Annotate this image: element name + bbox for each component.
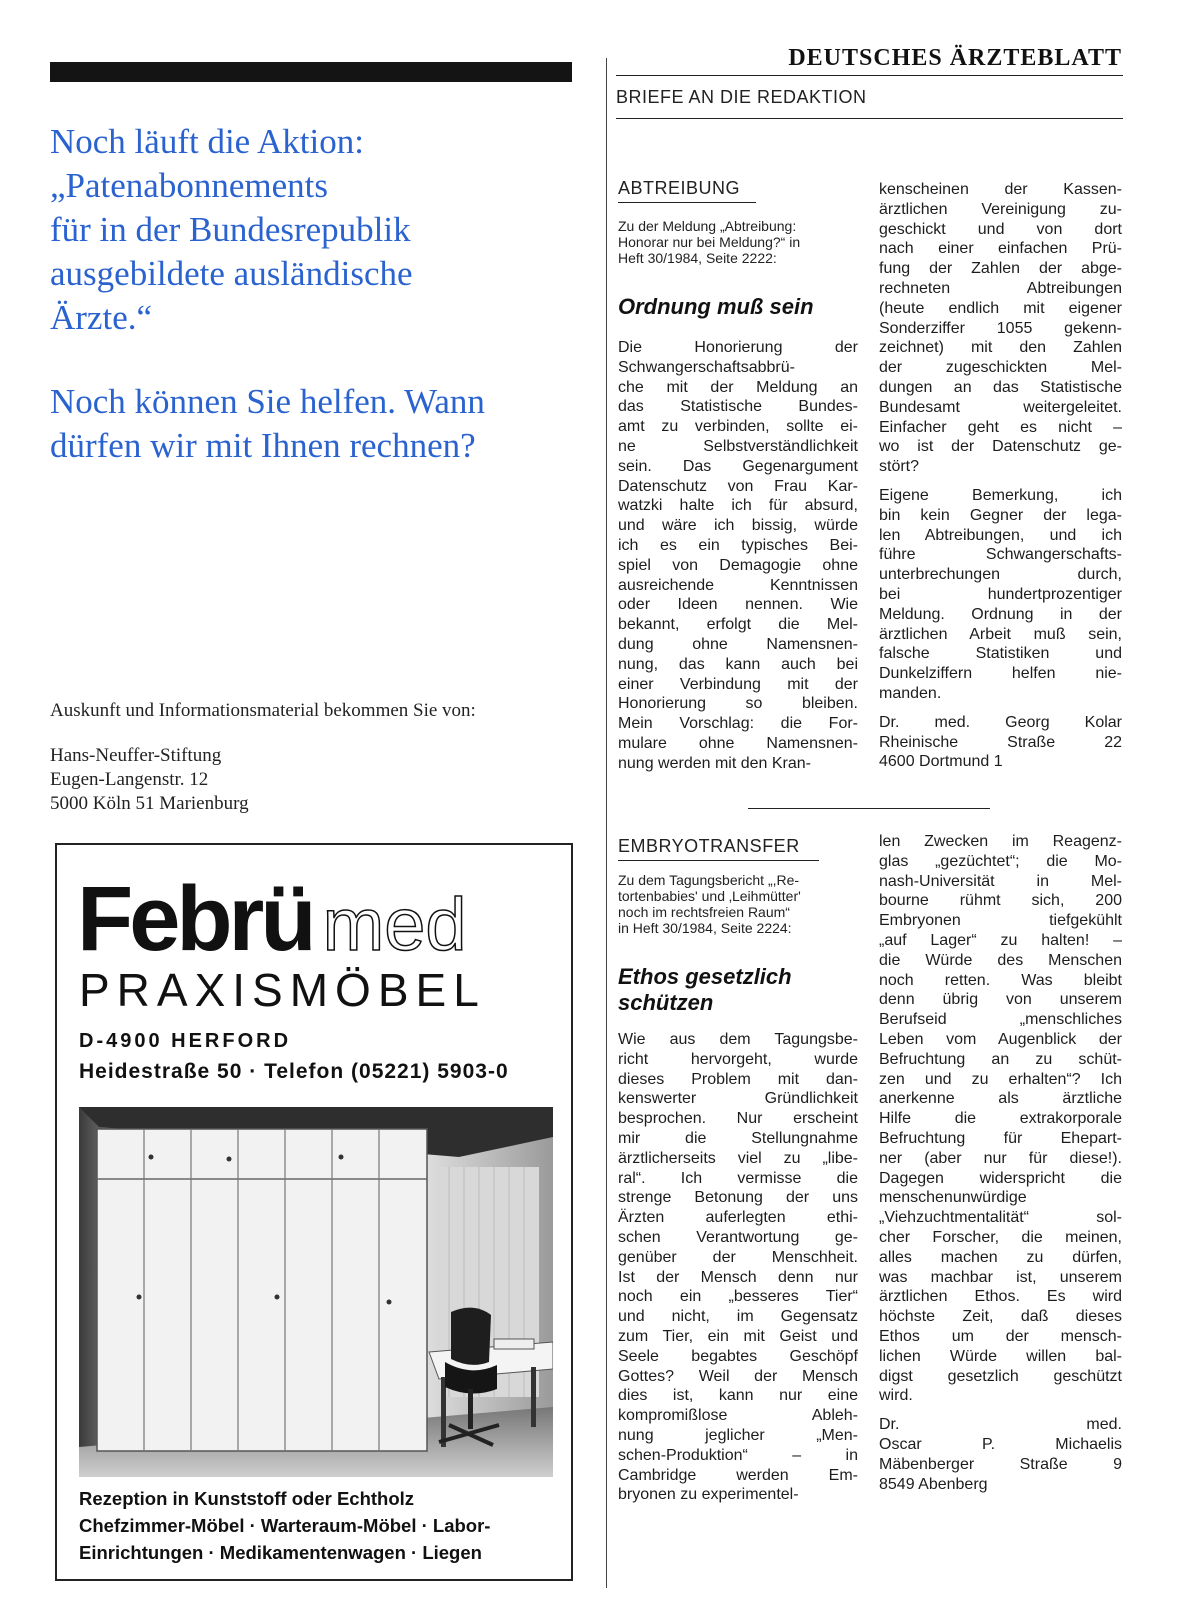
article-body-right-line: Befruchtung an zu schüt- bbox=[879, 1050, 1122, 1068]
article-body-right-line: ärztlichen Arbeit muß sein, bbox=[879, 625, 1122, 643]
campaign-headline-line: Ärzte.“ bbox=[50, 298, 153, 337]
article-body-right-line: „auf Lager“ zu halten! – bbox=[879, 931, 1122, 949]
article-body-left bbox=[618, 1030, 858, 1505]
article-body-right-line: digst gesetzlich geschützt bbox=[879, 1367, 1122, 1385]
article-body-right-line: fung der Zahlen der abge- bbox=[879, 260, 1122, 278]
article-body-right-line: Embryonen tiefgekühlt bbox=[879, 912, 1122, 930]
article-body-right-line: noch retten. Was bleibt bbox=[879, 971, 1122, 989]
article-body-left-line: bryonen zu experimentel- bbox=[618, 1486, 799, 1504]
article-body-left-line: das Statistische Bundes- bbox=[618, 398, 858, 416]
campaign-question-line: Noch können Sie helfen. Wann bbox=[50, 382, 485, 421]
campaign-headline-line: für in der Bundesrepublik bbox=[50, 210, 411, 249]
article-body-right-line: Sonderziffer 1055 gekenn- bbox=[879, 319, 1122, 337]
article-body-left-line: ausreichende Kenntnissen bbox=[618, 576, 858, 594]
article-body-right-line: lichen Würde willen bal- bbox=[879, 1347, 1122, 1365]
article-body-right-line: ärztlichen Vereinigung zu- bbox=[879, 200, 1122, 218]
paragraph-gap bbox=[879, 704, 1122, 713]
article-body-right-line: falsche Statistiken und bbox=[879, 645, 1122, 663]
article-reference-line: Zu dem Tagungsbericht „,Re- bbox=[618, 872, 800, 888]
campaign-headline-line: ausgebildete ausländische bbox=[50, 254, 413, 293]
ad-city: D-4900 HERFORD bbox=[79, 1030, 292, 1052]
article-body-right-line: Oscar P. Michaelis bbox=[879, 1435, 1122, 1453]
article-body-right-line: anerkenne als ärztliche bbox=[879, 1090, 1122, 1108]
article-headline-line: Ordnung muß sein bbox=[618, 294, 814, 319]
article-body-right-line: Rheinische Straße 22 bbox=[879, 733, 1122, 751]
ad-brand-outline: med bbox=[322, 883, 467, 966]
article-body-left-line: Ist der Mensch denn nur bbox=[618, 1268, 858, 1286]
article-body-right-line: Ethos um der mensch- bbox=[879, 1327, 1122, 1345]
article-body-right-line: Einfacher geht es nicht – bbox=[879, 418, 1122, 436]
article-body-right-line: 4600 Dortmund 1 bbox=[879, 753, 1003, 771]
article-body-left-line: ärztlicherseits viel zu „libe- bbox=[618, 1149, 858, 1167]
article-body-right-line: Hilfe die extrakorporale bbox=[879, 1110, 1122, 1128]
ad-brand-logo bbox=[77, 867, 467, 972]
article-headline-line: Ethos gesetzlich bbox=[618, 964, 792, 989]
article-headline bbox=[618, 964, 858, 1016]
furniture-advertisement bbox=[55, 843, 573, 1581]
masthead-rule bbox=[616, 75, 1123, 76]
article-body-right-line: zen und zu erhalten“? Ich bbox=[879, 1070, 1122, 1088]
ad-subbrand: PRAXISMÖBEL bbox=[79, 964, 486, 1016]
article-body-left-line: zum Tier, ein mit Geist und bbox=[618, 1327, 858, 1345]
ad-footer-line: Chefzimmer-Möbel · Warteraum-Möbel · Labor- bbox=[79, 1515, 491, 1536]
article-body-left-line: Wie aus dem Tagungsbe- bbox=[618, 1031, 858, 1048]
article-body-left-line: kenswerter Gründlichkeit bbox=[618, 1090, 858, 1108]
article-body-left-line: nung, das kann auch bei bbox=[618, 655, 858, 673]
article-body-left-line: schen-Produktion“ – in bbox=[618, 1446, 858, 1464]
article-body-right-line: bourne rühmt sich, 200 bbox=[879, 892, 1122, 910]
article-body-left-line: Mein Vorschlag: die For- bbox=[618, 715, 858, 733]
article-body-left-line: bekannt, erfolgt die Mel- bbox=[618, 616, 858, 634]
article-body-left-line: dung ohne Namensnen- bbox=[618, 635, 858, 653]
article-body-left-line: genüber der Menschheit. bbox=[618, 1248, 858, 1266]
article-body-right-line: die Würde des Menschen bbox=[879, 951, 1122, 969]
address-line: Eugen-Langenstr. 12 bbox=[50, 769, 209, 790]
article-body-right-line: der zugeschickten Mel- bbox=[879, 359, 1122, 377]
article-body-left-line: nung jeglicher „Men- bbox=[618, 1426, 858, 1444]
paragraph-gap bbox=[879, 1406, 1122, 1415]
article-body-left-line: ne Selbstverständlichkeit bbox=[618, 437, 858, 455]
article-body-left-line: und wäre ich bissig, würde bbox=[618, 517, 858, 535]
article-body-left-line: strenge Betonung der uns bbox=[618, 1189, 858, 1207]
article-body-right-line: ärztlichen Ethos. Es wird bbox=[879, 1288, 1122, 1306]
campaign-headline bbox=[50, 120, 590, 340]
section-title: BRIEFE AN DIE REDAKTION bbox=[616, 87, 867, 107]
article-body-right-line: stört? bbox=[879, 458, 920, 476]
article-reference-line: noch im rechtsfreien Raum“ bbox=[618, 904, 790, 920]
article-body-right-line: (heute endlich mit eigener bbox=[879, 299, 1122, 317]
article-body-left-line: schen Verantwortung ge- bbox=[618, 1228, 858, 1246]
article-body-left-line: kompromißlose Ableh- bbox=[618, 1407, 858, 1425]
article-topic: ABTREIBUNG bbox=[618, 178, 741, 198]
article-body-right-line: denn übrig von unserem bbox=[879, 991, 1122, 1009]
article-body-right-line: Dr. med. Georg Kolar bbox=[879, 713, 1122, 731]
article-body-left-line: oder Ideen nennen. Wie bbox=[618, 596, 858, 614]
article-body-right-line: wo ist der Datenschutz ge- bbox=[879, 438, 1122, 456]
article-body-right bbox=[879, 832, 1122, 1494]
top-black-bar bbox=[50, 62, 572, 82]
article-body-left-line: watzki halte ich für absurd, bbox=[618, 497, 858, 515]
article-body-right-line: bei hundertprozentiger bbox=[879, 585, 1122, 603]
article-body-right-line: zeichnet) mit den Zahlen bbox=[879, 339, 1122, 357]
article-body-left-line: ral“. Ich vermisse die bbox=[618, 1169, 858, 1187]
article-body-right-line: alles machen zu dürfen, bbox=[879, 1248, 1122, 1266]
info-intro: Auskunft und Informationsmaterial bekommen Sie von: bbox=[50, 700, 476, 721]
article-body-left-line: nung werden mit den Kran- bbox=[618, 754, 811, 772]
article-body-right-line: Mäbenberger Straße 9 bbox=[879, 1455, 1122, 1473]
article-body-left-line: Honorierung so bleiben. bbox=[618, 695, 858, 713]
article-body-right-line: dungen an das Statistische bbox=[879, 378, 1122, 396]
article-body-right-line: Dagegen widerspricht die bbox=[879, 1169, 1122, 1187]
article-body-right-line: rechneten Abtreibungen bbox=[879, 279, 1122, 297]
ad-brand-bold: Febrü bbox=[77, 868, 313, 970]
article-body-right bbox=[879, 180, 1122, 772]
article-body-left-line: Die Honorierung der bbox=[618, 339, 858, 356]
article-body-right-line: menschenunwürdige bbox=[879, 1189, 1027, 1207]
article-body-left-line: und nicht, im Gegensatz bbox=[618, 1308, 858, 1326]
article-body-right-line: „Viehzuchtmentalität“ sol- bbox=[879, 1209, 1122, 1227]
foundation-address bbox=[50, 744, 249, 816]
article-body-left-line: Datenschutz von Frau Kar- bbox=[618, 477, 858, 495]
article-body-right-line: wird. bbox=[879, 1387, 913, 1405]
article-reference-line: Honorar nur bei Meldung?“ in bbox=[618, 234, 801, 250]
article-reference bbox=[618, 872, 856, 936]
address-line: 5000 Köln 51 Marienburg bbox=[50, 793, 249, 814]
article-body-left-line: Gottes? Weil der Mensch bbox=[618, 1367, 858, 1385]
article-body-left-line: ich es ein typisches Bei- bbox=[618, 536, 858, 554]
article-body-left-line: Ärzten auferlegten ethi- bbox=[618, 1209, 858, 1227]
article-body-left-line: spiel von Demagogie ohne bbox=[618, 556, 858, 574]
article-body-right-line: höchste Zeit, daß dieses bbox=[879, 1308, 1122, 1326]
article-body-right-line: unterbrechungen durch, bbox=[879, 566, 1122, 584]
article-reference-line: tortenbabies' und ‚Leihmütter' bbox=[618, 888, 801, 904]
article-body-right-line: kenscheinen der Kassen- bbox=[879, 181, 1122, 198]
article-body-right-line: führe Schwangerschafts- bbox=[879, 546, 1122, 564]
article-body-right-line: len Zwecken im Reagenz- bbox=[879, 833, 1122, 850]
article-body-right-line: Befruchtung für Ehepart- bbox=[879, 1129, 1122, 1147]
campaign-question-line: dürfen wir mit Ihnen rechnen? bbox=[50, 426, 476, 465]
article-reference-line: in Heft 30/1984, Seite 2224: bbox=[618, 920, 792, 936]
article-body-left-line: sein. Das Gegenargument bbox=[618, 457, 858, 475]
campaign-headline-line: „Patenabonnements bbox=[50, 166, 328, 205]
article-body-right-line: Berufseid „menschliches bbox=[879, 1011, 1122, 1029]
article-separator bbox=[748, 808, 990, 809]
paragraph-gap bbox=[879, 477, 1122, 486]
ad-footer-line: Einrichtungen · Medikamentenwagen · Liegen bbox=[79, 1542, 482, 1563]
article-reference-line: Heft 30/1984, Seite 2222: bbox=[618, 250, 777, 266]
section-rule bbox=[616, 118, 1123, 119]
article-headline bbox=[618, 294, 858, 320]
article-body-right-line: len Abtreibungen, und ich bbox=[879, 526, 1122, 544]
masthead: DEUTSCHES ÄRZTEBLATT bbox=[788, 45, 1122, 71]
article-body-right-line: Eigene Bemerkung, ich bbox=[879, 486, 1122, 504]
article-body-left-line: dieses Problem mit dan- bbox=[618, 1070, 858, 1088]
article-body-left-line: richt hervorgeht, wurde bbox=[618, 1050, 858, 1068]
article-body-left-line: che mit der Meldung an bbox=[618, 378, 858, 396]
address-line: Hans-Neuffer-Stiftung bbox=[50, 745, 222, 766]
article-body-left-line: Schwangerschaftsabbrü- bbox=[618, 358, 795, 376]
article-body-right-line: manden. bbox=[879, 684, 942, 702]
article-body-right-line: cher Forscher, die meinen, bbox=[879, 1228, 1122, 1246]
campaign-headline-line: Noch läuft die Aktion: bbox=[50, 122, 364, 161]
ad-footer-line: Rezeption in Kunststoff oder Echtholz bbox=[79, 1488, 415, 1509]
article-body-left-line: besprochen. Nur erscheint bbox=[618, 1110, 858, 1128]
article-body-left-line: einer Verbindung mit der bbox=[618, 675, 858, 693]
article-headline-line: schützen bbox=[618, 990, 714, 1015]
topic-underline bbox=[618, 202, 756, 203]
article-body-left-line: amt zu verbinden, sollte ei- bbox=[618, 418, 858, 436]
column-divider bbox=[606, 58, 607, 1588]
article-body-right-line: Meldung. Ordnung in der bbox=[879, 605, 1122, 623]
topic-underline bbox=[618, 860, 819, 861]
article-body-right-line: Dr. med. bbox=[879, 1416, 1122, 1434]
article-body-right-line: nash-Universität in Mel- bbox=[879, 872, 1122, 890]
article-body-right-line: Dunkelziffern helfen nie- bbox=[879, 665, 1122, 683]
ad-contact: Heidestraße 50 · Telefon (05221) 5903-0 bbox=[79, 1060, 509, 1083]
article-body-left-line: mulare ohne Namensnen- bbox=[618, 734, 858, 752]
article-body-right-line: was machbar ist, unserem bbox=[879, 1268, 1122, 1286]
article-reference bbox=[618, 218, 856, 266]
article-body-left-line: Seele begabtes Geschöpf bbox=[618, 1347, 858, 1365]
article-topic: EMBRYOTRANSFER bbox=[618, 836, 800, 856]
article-reference-line: Zu der Meldung „Abtreibung: bbox=[618, 218, 797, 234]
article-body-right-line: Bundesamt weitergeleitet. bbox=[879, 398, 1122, 416]
article-body-right-line: geschickt und von dort bbox=[879, 220, 1122, 238]
article-body-right-line: ner (aber nur für diese!). bbox=[879, 1149, 1122, 1167]
ad-office-photo bbox=[79, 1107, 553, 1477]
article-body-left-line: noch ein „besseres Tier“ bbox=[618, 1288, 858, 1306]
article-body-right-line: glas „gezüchtet“; die Mo- bbox=[879, 852, 1122, 870]
article-body-right-line: nach einer einfachen Prü- bbox=[879, 240, 1122, 258]
article-body-right-line: Leben vom Augenblick der bbox=[879, 1030, 1122, 1048]
article-body-left-line: mir die Stellungnahme bbox=[618, 1129, 858, 1147]
article-body-right-line: bin kein Gegner der lega- bbox=[879, 506, 1122, 524]
campaign-question bbox=[50, 380, 590, 468]
article-body-right-line: 8549 Abenberg bbox=[879, 1475, 988, 1493]
article-body-left bbox=[618, 338, 858, 774]
article-body-left-line: Cambridge werden Em- bbox=[618, 1466, 858, 1484]
ad-footer bbox=[79, 1485, 490, 1566]
article-body-left-line: dies ist, kann nur eine bbox=[618, 1387, 858, 1405]
